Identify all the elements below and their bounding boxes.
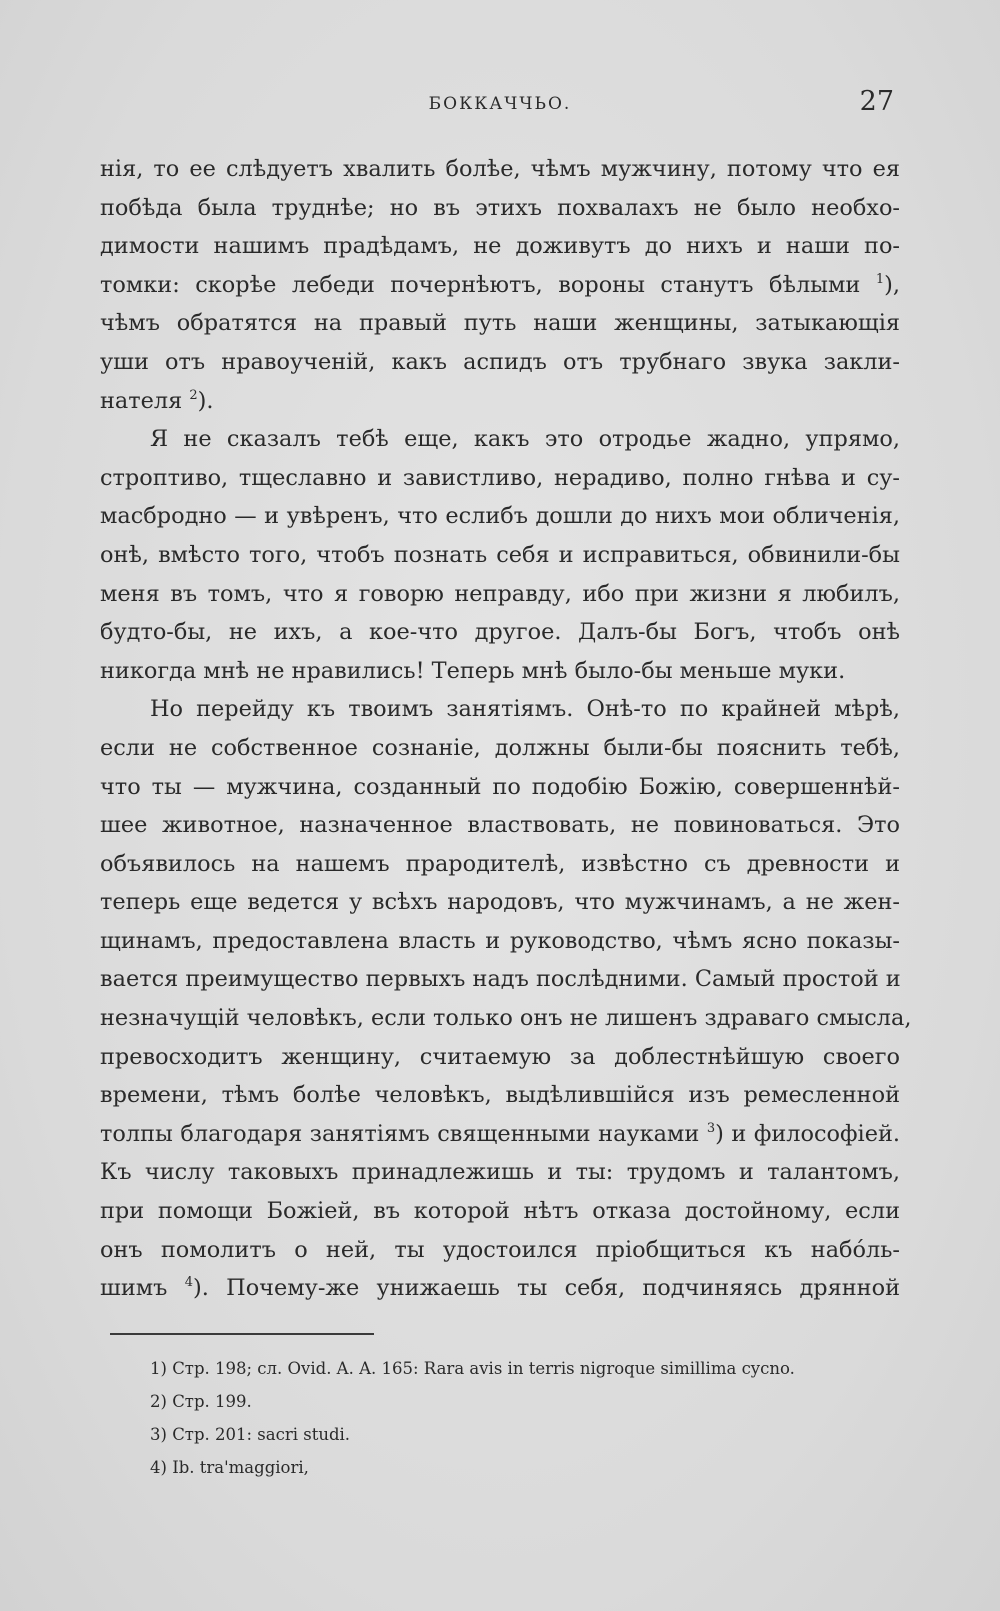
text-line: будто-бы, не ихъ, а кое-что другое. Далъ-бы Богъ, чтобъ онѣ: [100, 619, 900, 646]
text-line: времени, тѣмъ болѣе человѣкъ, выдѣлившійся изъ ремесленной: [100, 1082, 900, 1109]
footnote-text: Ib. tra'maggiori,: [172, 1458, 309, 1477]
text-line: незначущій человѣкъ, если только онъ не лишенъ здраваго смысла,: [100, 1005, 912, 1032]
text-line: уши отъ нравоученій, какъ аспидъ отъ трубнаго звука закли-: [100, 348, 900, 375]
text-line: побѣда была труднѣе; но въ этихъ похвалахъ не было необхо-: [100, 194, 900, 221]
text-line: меня въ томъ, что я говорю неправду, ибо при жизни я любилъ,: [100, 580, 900, 607]
text-line: Но перейду къ твоимъ занятіямъ. Онѣ-то по крайней мѣрѣ,: [150, 696, 900, 723]
footnote-text: Стр. 199.: [172, 1392, 252, 1411]
text-line: онъ помолитъ о ней, ты удостоился пріобщиться къ набóль-: [100, 1236, 900, 1263]
text-line: теперь еще ведется у всѣхъ народовъ, что мужчинамъ, а не жен-: [100, 889, 900, 916]
text-line: шее животное, назначенное властвовать, не повиноваться. Это: [100, 812, 900, 839]
text-line: Къ числу таковыхъ принадлежишь и ты: трудомъ и талантомъ,: [100, 1159, 900, 1186]
note-ref: 4: [184, 1275, 193, 1291]
text-line: нателя $^2$).: [100, 387, 214, 414]
footnote: [150, 1418, 910, 1451]
text-line: при помощи Божіей, въ которой нѣтъ отказа достойному, если: [100, 1198, 900, 1225]
footnote-mark: 3): [150, 1425, 167, 1444]
running-title: БОККАЧЧЬО.: [428, 94, 572, 114]
page-number: 27: [859, 86, 894, 117]
footnote-mark: 4): [150, 1458, 167, 1477]
footnote-mark: 2): [150, 1392, 167, 1411]
page-header: [100, 86, 900, 126]
note-ref: 2: [189, 387, 198, 403]
text-line: строптиво, тщеславно и завистливо, нерадиво, полно гнѣва и су-: [100, 464, 900, 491]
footnote-text: Стр. 198; сл. Ovid. A. A. 165: Rara avis in terris nigroque simillima cycno.: [172, 1359, 795, 1378]
text-line: что ты — мужчина, созданный по подобію Божію, совершеннѣй-: [100, 773, 900, 800]
text-line: если не собственное сознаніе, должны были-бы пояснить тебѣ,: [100, 734, 900, 761]
footnote-mark: 1): [150, 1359, 167, 1378]
text-line: шимъ $^4$). Почему-же унижаешь ты себя, подчиняясь дрянной: [100, 1275, 901, 1302]
text-line: димости нашимъ прадѣдамъ, не доживутъ до нихъ и наши по-: [100, 233, 900, 260]
note-ref: 3: [706, 1120, 716, 1136]
text-line: превосходитъ женщину, считаемую за доблестнѣйшую своего: [100, 1043, 900, 1070]
text-line: нія, то ее слѣдуетъ хвалить болѣе, чѣмъ мужчину, потому что ея: [100, 156, 900, 182]
footnote: [150, 1451, 910, 1484]
footnotes: [150, 1352, 910, 1484]
text-line: онѣ, вмѣсто того, чтобъ познать себя и исправиться, обвинили-бы: [100, 541, 900, 568]
body-text: [100, 150, 912, 1308]
text-line: Я не сказалъ тебѣ еще, какъ это отродье жадно, упрямо,: [150, 426, 900, 453]
footnote-text: Стр. 201: sacri studi.: [172, 1425, 351, 1444]
footnote: [150, 1352, 910, 1385]
text-line: масбродно — и увѣренъ, что еслибъ дошли до нихъ мои обличенія,: [100, 503, 900, 530]
footnote: [150, 1385, 910, 1418]
text-line: толпы благодаря занятіямъ священными науками $^3$) и философіей.: [100, 1120, 900, 1147]
text-line: никогда мнѣ не нравились! Теперь мнѣ было-бы меньше муки.: [100, 657, 846, 684]
text-line: объявилось на нашемъ прародителѣ, извѣстно съ древности и: [100, 850, 900, 877]
text-line: чѣмъ обратятся на правый путь наши женщины, затыкающія: [100, 310, 900, 337]
text-line: вается преимущество первыхъ надъ послѣдними. Самый простой и: [100, 966, 901, 993]
text-line: щинамъ, предоставлена власть и руководство, чѣмъ ясно показы-: [100, 927, 900, 954]
text-line: томки: скорѣе лебеди почернѣютъ, вороны станутъ бѣлыми $^1$),: [100, 271, 900, 298]
footnote-rule: [110, 1333, 374, 1335]
note-ref: 1: [875, 271, 885, 287]
